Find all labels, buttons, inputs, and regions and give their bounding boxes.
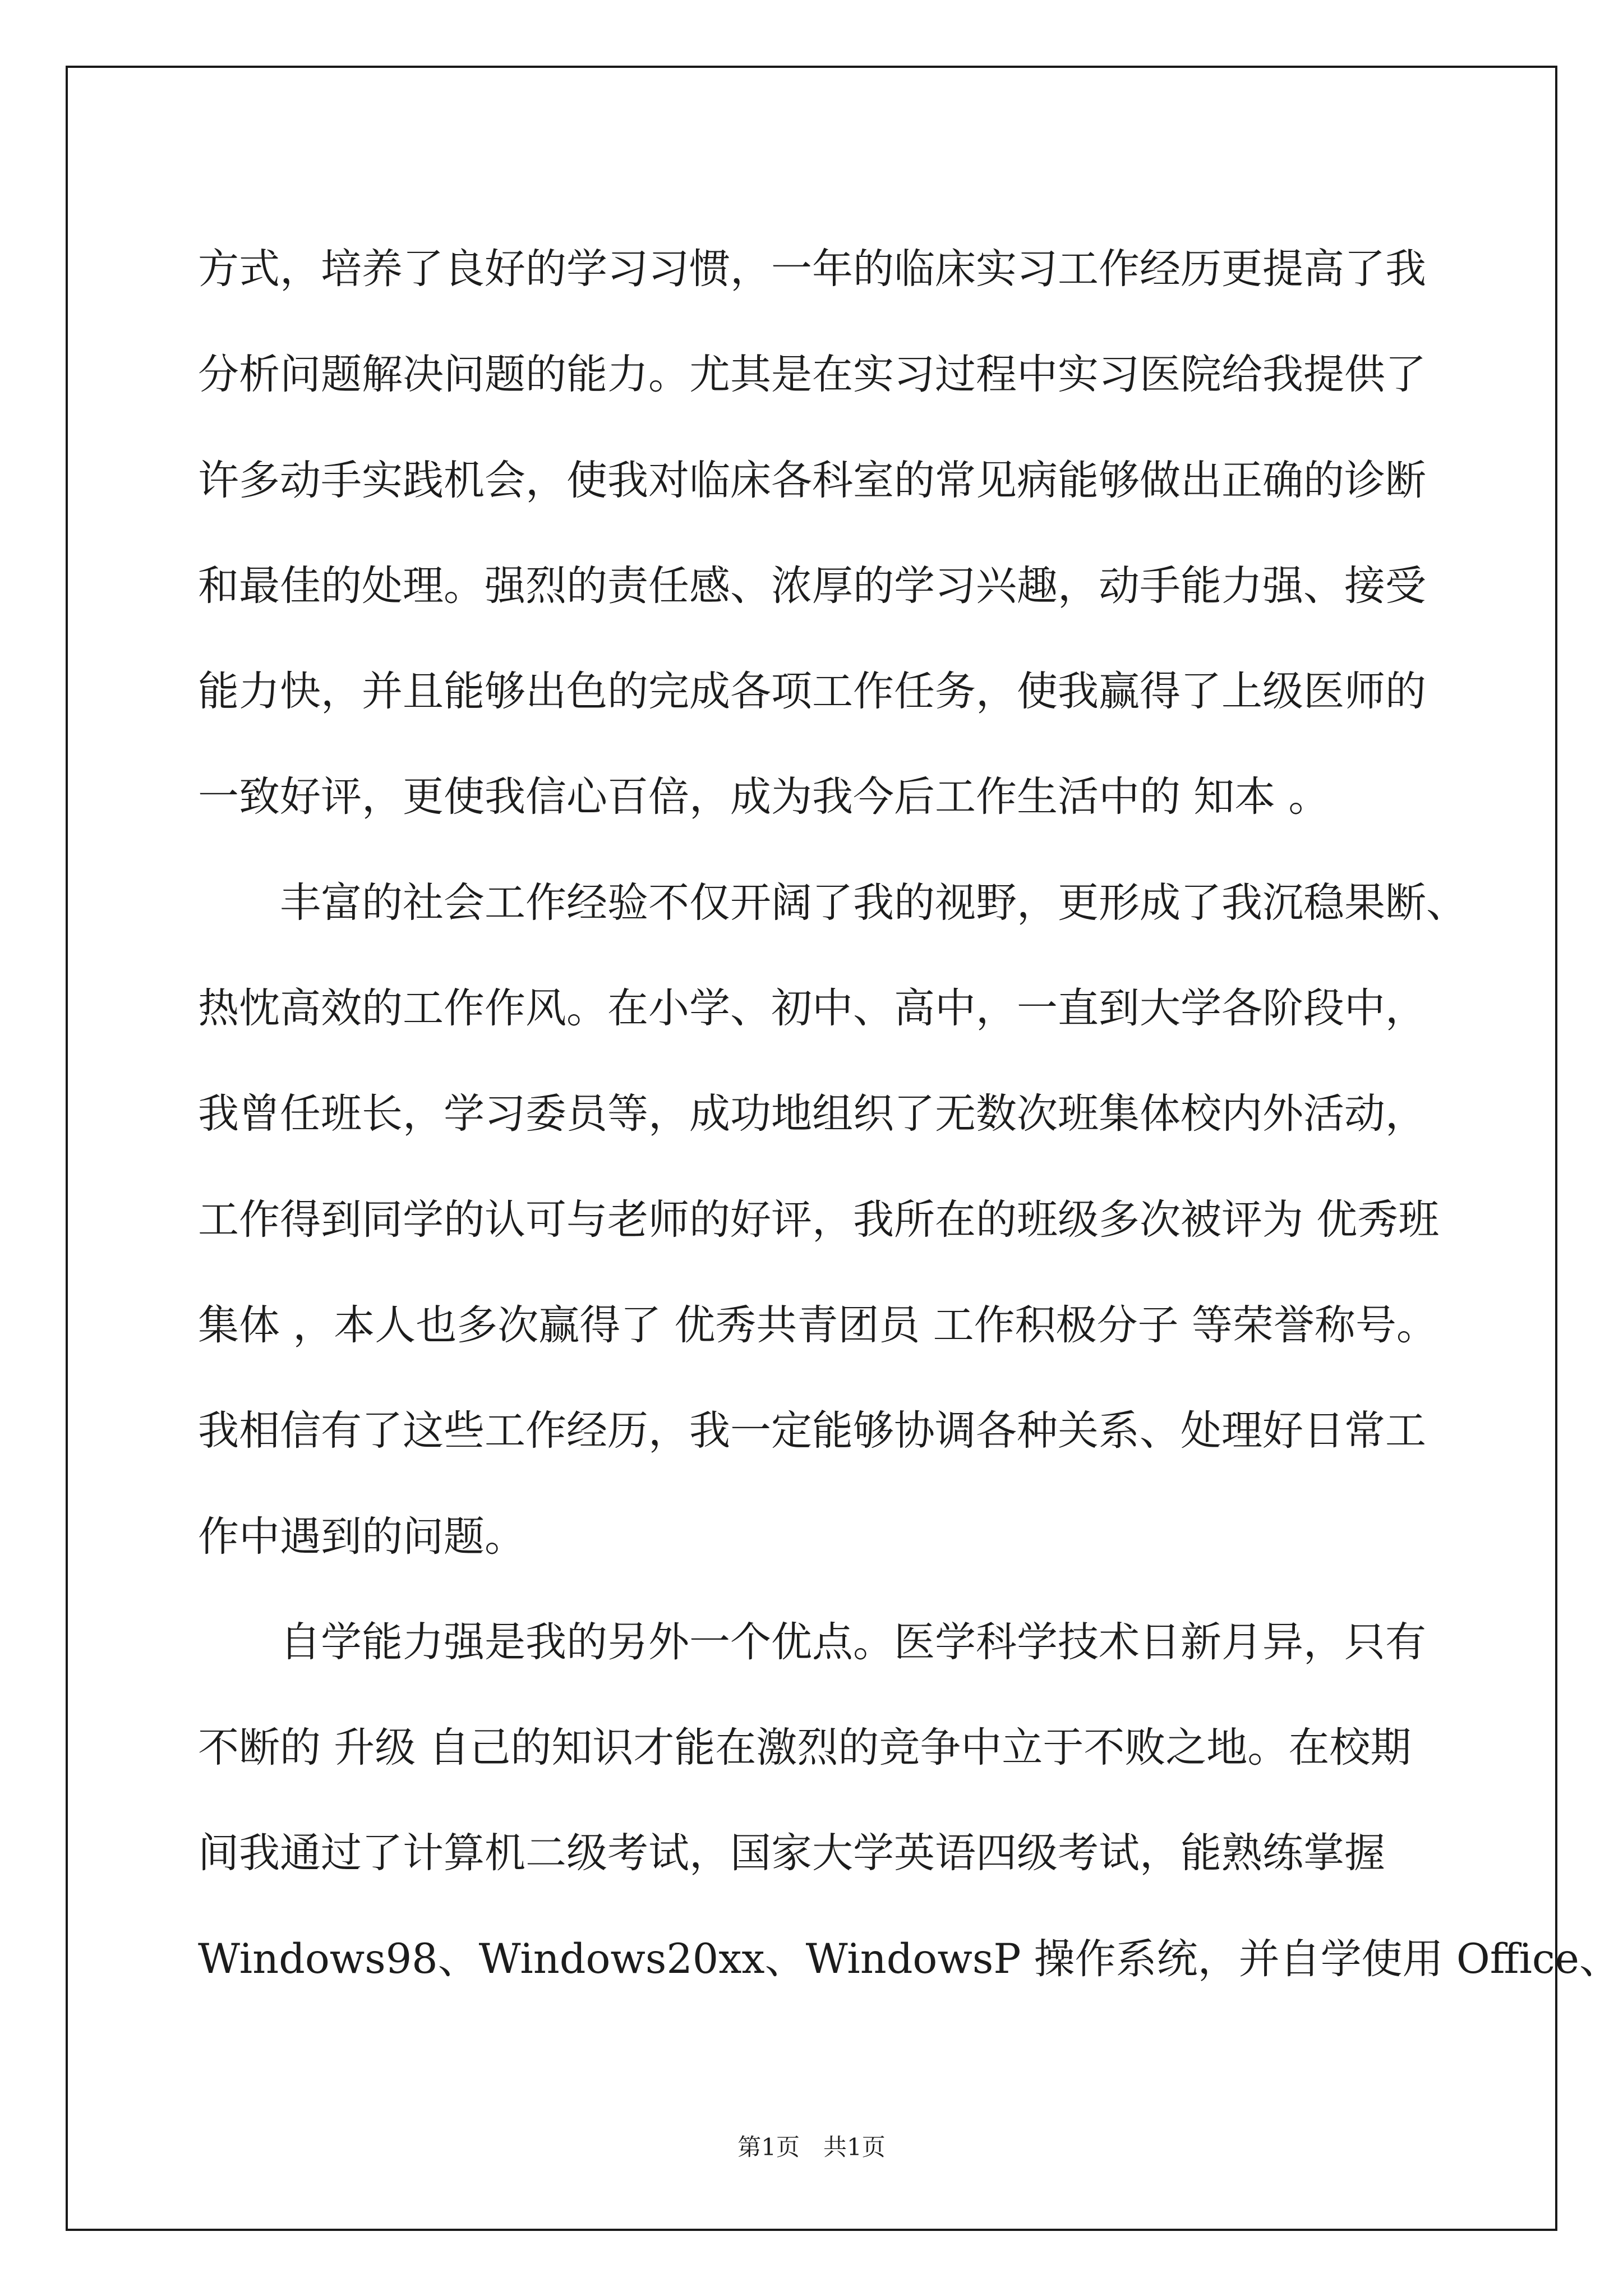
text-line-16: 间我通过了计算机二级考试，国家大学英语四级考试，能熟练掌握 <box>198 1829 1385 1878</box>
text-line-10: 工作得到同学的认可与老师的好评，我所在的班级多次被评为 优秀班 <box>198 1195 1440 1244</box>
text-line-14: 自学能力强是我的另外一个优点。医学科学技术日新月异，只有 <box>198 1618 1426 1666</box>
text-line-15: 不断的 升级 自己的知识才能在激烈的竞争中立于不败之地。在校期 <box>198 1724 1412 1772</box>
text-line-8: 热忱高效的工作作风。在小学、初中、高中，一直到大学各阶段中， <box>198 984 1426 1033</box>
text-line-5: 能力快，并且能够出色的完成各项工作任务，使我赢得了上级医师的 <box>198 668 1426 716</box>
text-line-11: 集体 ，本人也多次赢得了 优秀共青团员 工作积极分子 等荣誉称号。 <box>198 1301 1437 1349</box>
text-line-9: 我曾任班长，学习委员等，成功地组织了无数次班集体校内外活动， <box>198 1090 1426 1138</box>
text-line-13: 作中遇到的问题。 <box>198 1512 525 1561</box>
text-line-4: 和最佳的处理。强烈的责任感、浓厚的学习兴趣，动手能力强、接受 <box>198 562 1426 610</box>
text-line-12: 我相信有了这些工作经历，我一定能够协调各种关系、处理好日常工 <box>198 1407 1426 1455</box>
text-line-17: Windows98、Windows20xx、WindowsP 操作系统，并自学使用 Office、 <box>198 1935 1621 1983</box>
text-line-3: 许多动手实践机会，使我对临床各科室的常见病能够做出正确的诊断 <box>198 456 1426 504</box>
document-body <box>198 217 1621 2012</box>
page-footer: 第1页 共1页 <box>737 2133 886 2161</box>
text-line-2: 分析问题解决问题的能力。尤其是在实习过程中实习医院给我提供了 <box>198 351 1426 399</box>
text-line-1: 方式，培养了良好的学习习惯，一年的临床实习工作经历更提高了我 <box>198 245 1426 293</box>
text-line-6: 一致好评，更使我信心百倍，成为我今后工作生活中的 知本 。 <box>198 773 1330 821</box>
text-line-7: 丰富的社会工作经验不仅开阔了我的视野，更形成了我沉稳果断、 <box>198 878 1467 927</box>
